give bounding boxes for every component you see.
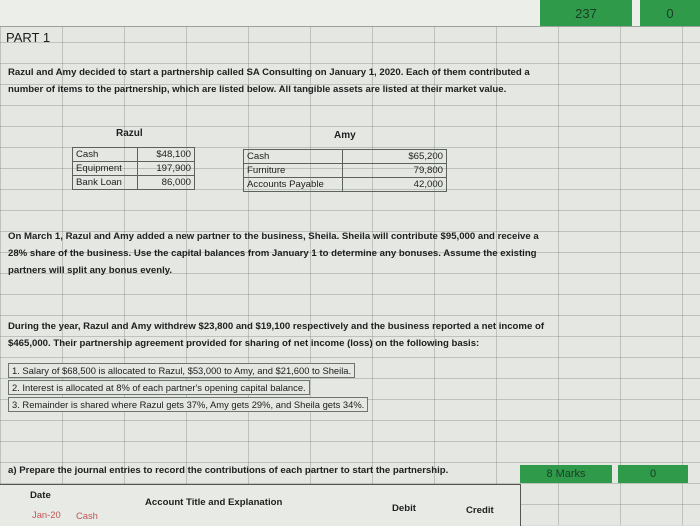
razul-amount[interactable]: $48,100 bbox=[138, 148, 195, 162]
account-header: Account Title and Explanation bbox=[145, 497, 283, 508]
razul-item[interactable]: Bank Loan bbox=[73, 176, 138, 190]
razul-amount[interactable]: 197,900 bbox=[138, 162, 195, 176]
amy-table bbox=[243, 149, 447, 192]
table-row bbox=[73, 148, 195, 162]
amy-amount[interactable]: $65,200 bbox=[343, 150, 447, 164]
top-number: 237 bbox=[575, 5, 597, 21]
top-score-cell[interactable] bbox=[640, 0, 700, 26]
intro-paragraph bbox=[8, 64, 648, 98]
amy-header: Amy bbox=[334, 130, 356, 141]
amy-item[interactable]: Cash bbox=[244, 150, 343, 164]
amy-item[interactable]: Accounts Payable bbox=[244, 178, 343, 192]
date-header: Date bbox=[30, 490, 51, 501]
journal-account[interactable]: Cash bbox=[76, 510, 98, 521]
journal-date[interactable]: Jan-20 bbox=[32, 509, 61, 520]
debit-header: Debit bbox=[392, 503, 416, 514]
razul-item[interactable]: Cash bbox=[73, 148, 138, 162]
sheila-line-1: On March 1, Razul and Amy added a new partner to the business, Sheila. Sheila will contribute $95,000 and receive a bbox=[8, 231, 539, 242]
marks-score: 0 bbox=[649, 468, 657, 480]
credit-header: Credit bbox=[466, 505, 494, 516]
top-number-cell[interactable] bbox=[540, 0, 632, 26]
marks-label: 8 Marks bbox=[546, 468, 586, 480]
sheila-paragraph bbox=[8, 228, 648, 279]
withdraw-line-2: $465,000. Their partnership agreement provided for sharing of net income (loss) on the following basis: bbox=[8, 338, 480, 349]
withdraw-line-1: During the year, Razul and Amy withdrew $23,800 and $19,100 respectively and the business reported a net income of bbox=[8, 321, 545, 332]
table-row bbox=[73, 162, 195, 176]
intro-line-1: Razul and Amy decided to start a partnership called SA Consulting on January 1, 2020. Each of them contributed a bbox=[8, 67, 530, 78]
table-row bbox=[73, 176, 195, 190]
razul-amount[interactable]: 86,000 bbox=[138, 176, 195, 190]
table-row bbox=[244, 164, 447, 178]
basis-item-2[interactable]: 2. Interest is allocated at 8% of each partner's opening capital balance. bbox=[8, 380, 310, 395]
sheila-line-3: partners will split any bonus evenly. bbox=[8, 265, 173, 276]
sheila-line-2: 28% share of the business. Use the capital balances from January 1 to determine any bonuses. Assume the existing bbox=[8, 248, 537, 259]
amy-amount[interactable]: 79,800 bbox=[343, 164, 447, 178]
amy-item[interactable]: Furniture bbox=[244, 164, 343, 178]
amy-amount[interactable]: 42,000 bbox=[343, 178, 447, 192]
marks-cell[interactable] bbox=[520, 465, 612, 483]
marks-score-cell[interactable] bbox=[618, 465, 688, 483]
razul-item[interactable]: Equipment bbox=[73, 162, 138, 176]
intro-line-2: number of items to the partnership, which are listed below. All tangible assets are listed at their market value. bbox=[8, 84, 507, 95]
razul-header: Razul bbox=[116, 128, 143, 139]
part-title: PART 1 bbox=[6, 30, 51, 45]
table-row bbox=[244, 150, 447, 164]
question-a: a) Prepare the journal entries to record the contributions of each partner to start the partnership. bbox=[8, 465, 449, 476]
table-row bbox=[244, 178, 447, 192]
withdraw-paragraph bbox=[8, 318, 668, 352]
top-score: 0 bbox=[666, 5, 674, 21]
razul-table bbox=[72, 147, 195, 190]
basis-item-3[interactable]: 3. Remainder is shared where Razul gets 37%, Amy gets 29%, and Sheila gets 34%. bbox=[8, 397, 368, 412]
basis-item-1[interactable]: 1. Salary of $68,500 is allocated to Razul, $53,000 to Amy, and $21,600 to Sheila. bbox=[8, 363, 355, 378]
